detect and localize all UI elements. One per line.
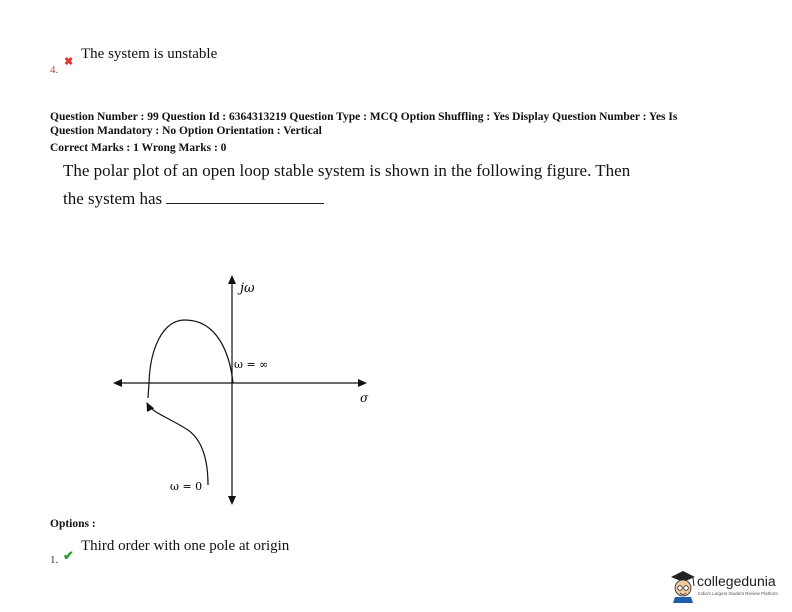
x-axis-left-arrow <box>113 379 122 387</box>
option-1-number: 1. <box>50 554 59 566</box>
label-omega-zero: ω = 0 <box>170 480 203 493</box>
brand-name: collegedunia <box>697 573 776 589</box>
options-label: Options : <box>50 518 96 530</box>
polar-plot-figure <box>100 265 390 515</box>
collegedunia-logo <box>668 569 786 605</box>
correct-check-icon: ✔ <box>63 548 74 563</box>
wrong-mark-icon: ✖ <box>64 56 74 68</box>
question-line2-wrap <box>63 185 763 213</box>
question-line2: the system has <box>63 189 163 208</box>
question-line1: The polar plot of an open loop stable system is shown in the following figure. Then <box>63 161 631 180</box>
prev-option-number: 4. <box>50 64 59 76</box>
polar-curve-lower <box>147 403 208 485</box>
option-1-text: Third order with one pole at origin <box>81 538 290 554</box>
prev-option <box>50 60 58 78</box>
question-meta <box>50 110 750 155</box>
x-axis-right-arrow <box>358 379 367 387</box>
polar-curve-join <box>148 383 149 398</box>
y-axis-down-arrow <box>228 496 236 505</box>
y-axis-label: jω <box>240 281 255 296</box>
answer-blank <box>166 188 324 204</box>
question-text <box>63 157 763 213</box>
brand-tagline: India's Largest Student Review Platform <box>698 591 778 596</box>
question-meta-line2: Question Mandatory : No Option Orientation : Vertical <box>50 125 322 137</box>
mascot-icon <box>668 569 698 603</box>
question-meta-line1: Question Number : 99 Question Id : 6364313219 Question Type : MCQ Option Shuffling : Yes Display Question Number : Yes Is <box>50 111 678 123</box>
label-omega-infinity: ω = ∞ <box>234 358 269 371</box>
x-axis-label: σ <box>360 391 369 405</box>
prev-option-text: The system is unstable <box>81 46 218 62</box>
y-axis-up-arrow <box>228 275 236 284</box>
polar-curve-upper <box>149 320 233 383</box>
question-marks: Correct Marks : 1 Wrong Marks : 0 <box>50 142 227 154</box>
